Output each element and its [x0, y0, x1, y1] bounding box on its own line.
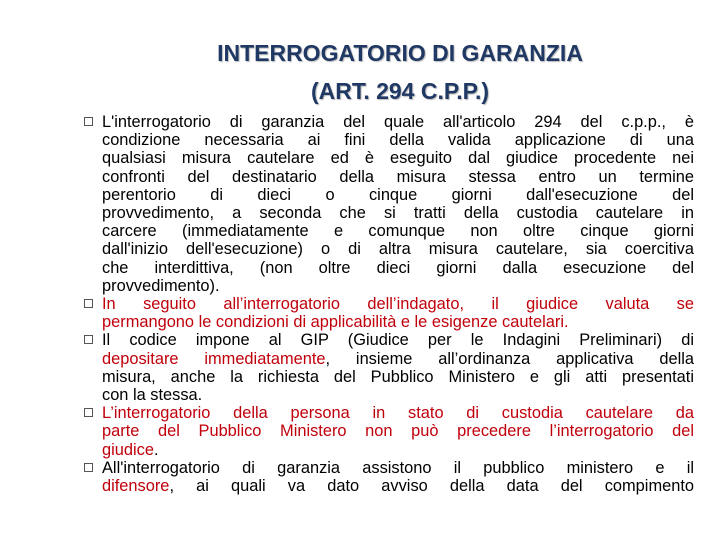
- text-line: [102, 350, 694, 368]
- title-line-1: INTERROGATORIO DI GARANZIA: [217, 40, 583, 66]
- highlighted-text: giudice: [102, 440, 154, 459]
- text-line: perentorio di dieci o cinque giorni dall'esecuzione del: [102, 185, 694, 204]
- text-line: [102, 477, 694, 495]
- text-line: provvedimento, a seconda che si tratti della custodia cautelare in: [102, 204, 694, 223]
- text-line: Il codice impone al GIP (Giudice per le Indagini Preliminari) di: [102, 331, 694, 350]
- text-line: con la stessa.: [102, 386, 203, 405]
- text-line: misura, anche la richiesta del Pubblico Ministero e gli atti presentati: [102, 367, 694, 386]
- highlighted-text: depositare immediatamente: [102, 349, 326, 368]
- text-line: qualsiasi misura cautelare ed è eseguito dal giudice procedente nei: [102, 149, 694, 168]
- bullet-item-3: [18, 331, 694, 404]
- text-line: condizione necessaria ai fini della valida applicazione di una: [102, 131, 694, 150]
- text-line: confronti del destinatario della misura stessa entro un termine: [102, 167, 694, 186]
- text-segment: , ai quali va dato avviso della data del compimento: [169, 477, 694, 496]
- square-bullet-icon: [84, 463, 93, 472]
- text-line: parte del Pubblico Ministero non può precedere l’interrogatorio del: [102, 422, 694, 441]
- bullet-item-4: [18, 404, 694, 459]
- text-line: All'interrogatorio di garanzia assistono il pubblico ministero e il: [102, 458, 694, 477]
- bullet-item-2: [18, 295, 694, 331]
- text-segment: .: [153, 440, 159, 459]
- text-line: In seguito all’interrogatorio dell’indagato, il giudice valuta se: [102, 295, 694, 314]
- text-line: provvedimento).: [102, 276, 220, 295]
- text-line: permangono le condizioni di applicabilità e le esigenze cautelari.: [102, 313, 569, 332]
- square-bullet-icon: [84, 299, 93, 308]
- text-line: carcere (immediatamente e comunque non oltre cinque giorni: [102, 222, 694, 241]
- text-line: [102, 441, 694, 459]
- bullet-item-1: [18, 113, 694, 295]
- square-bullet-icon: [84, 117, 93, 126]
- text-line: L'interrogatorio di garanzia del quale all'articolo 294 del c.p.p., è: [102, 113, 694, 131]
- text-segment: , insieme all’ordinanza applicativa della: [325, 349, 695, 368]
- slide-title: [150, 34, 650, 110]
- text-line: L’interrogatorio della persona in stato di custodia cautelare da: [102, 404, 694, 423]
- square-bullet-icon: [84, 335, 93, 344]
- bullet-list: [18, 113, 694, 495]
- text-line: dall'inizio dell'esecuzione) o di altra misura cautelare, sia coercitiva: [102, 240, 694, 259]
- bullet-item-5: [18, 459, 694, 495]
- title-line-2: (ART. 294 C.P.P.): [310, 78, 490, 104]
- text-line: che interdittiva, (non oltre dieci giorni dalla esecuzione del: [102, 258, 694, 277]
- highlighted-text: difensore: [102, 477, 170, 496]
- square-bullet-icon: [84, 408, 93, 417]
